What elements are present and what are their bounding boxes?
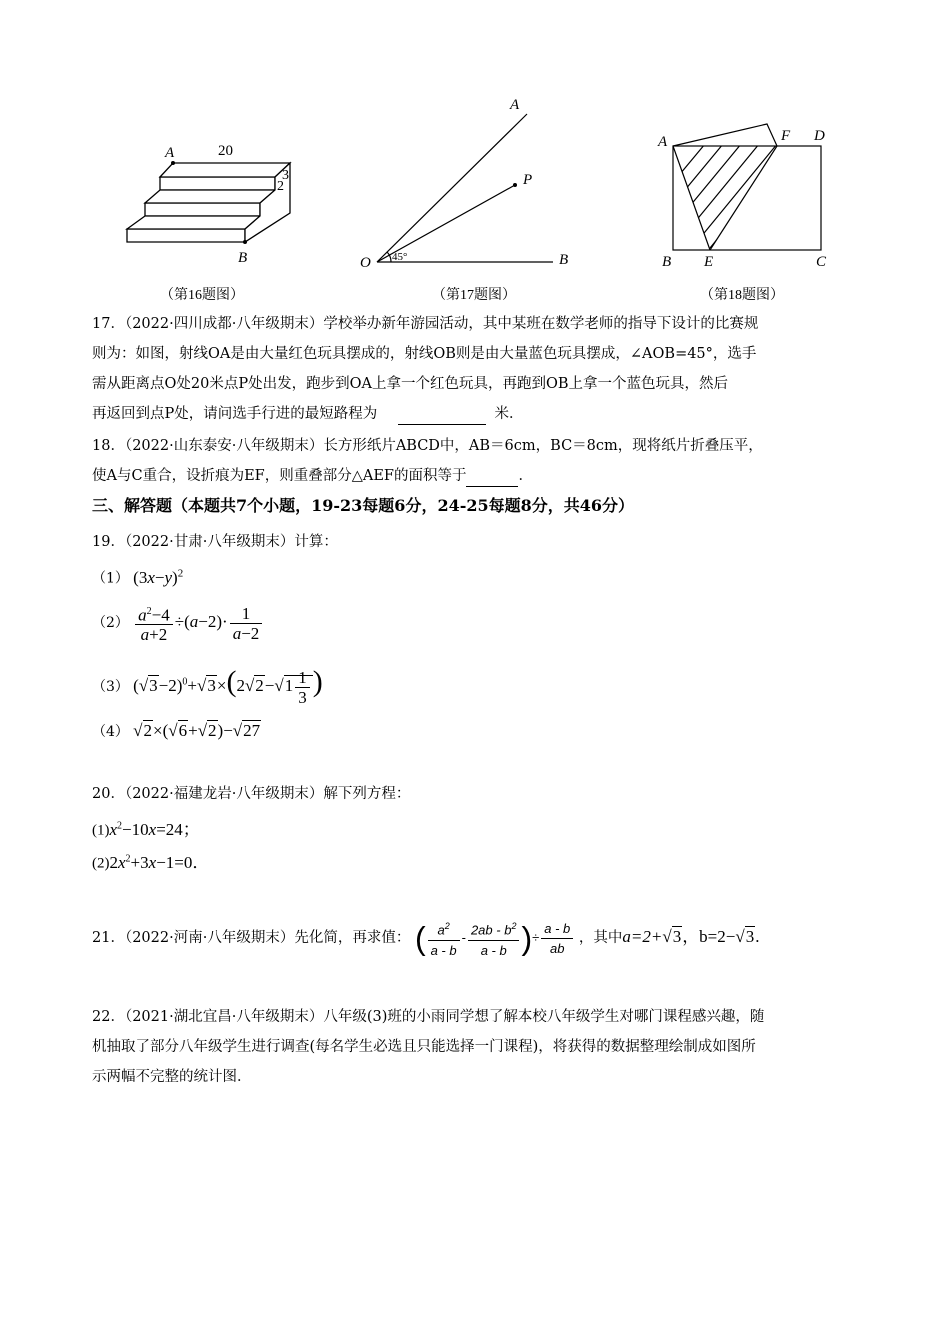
fig18-label-e: E	[704, 254, 714, 270]
fig17-label-p: P	[523, 172, 533, 188]
q21-intro: 21．（2022·河南·八年级期末）先化简，再求值：	[92, 930, 411, 946]
q21-cond-a-text: a=2+	[622, 927, 663, 946]
q22-line-1: 22．（2021·湖北宜昌·八年级期末）八年级(3)班的小雨同学想了解本校八年级学生对哪门课程感兴趣，随	[92, 1009, 765, 1025]
q18-line-1: 18．（2022·山东泰安·八年级期末）长方形纸片ABCD中，AB＝6cm，BC＝8cm，现将纸片折叠压平，	[92, 438, 763, 454]
fig18-label-d: D	[814, 128, 825, 144]
fig17-label-angle: 45°	[392, 251, 408, 263]
q19-part-4	[92, 721, 261, 742]
q19-p1-label: （1）	[92, 570, 129, 587]
q20-intro: 20．（2022·福建龙岩·八年级期末）解下列方程：	[92, 786, 411, 802]
q20-p1-expr: $x^2-10x=24$；	[109, 819, 200, 839]
q17-line-4-end: 米．	[494, 406, 524, 422]
q17-line-1: 17．（2022·四川成都·八年级期末）学校举办新年游园活动，其中某班在数学老师的指导下设计的比赛规	[92, 316, 759, 332]
q19-part-1	[92, 563, 183, 589]
fig16-label-b: B	[238, 250, 248, 266]
q20-p2-expr: $2x^2+3x-1=0$．	[109, 852, 210, 872]
q17-answer-blank[interactable]	[398, 404, 486, 425]
q22-line-2: 机抽取了部分八年级学生进行调查(每名学生必选且只能选择一门课程)，将获得的数据整理绘制成如图所	[92, 1039, 756, 1055]
fig17-caption: （第17题图）	[432, 288, 516, 303]
q21-expr: ( $\frac{a^2}{a - b}$ - $\frac{2ab - b^2}{a - b}$ )÷ $\frac{a - b}{ab}$	[415, 930, 579, 945]
q18-answer-blank[interactable]	[466, 466, 518, 487]
q20-p1-label: (1)	[92, 822, 110, 839]
fig17-label-a: A	[510, 97, 520, 113]
q19-p3-label: （3）	[92, 679, 129, 695]
q17-line-3: 需从距离点O处20米点P处出发，跑步到OA上拿一个红色玩具，再跑到OB上拿一个蓝色玩具，然后	[92, 376, 728, 392]
q19-part-3	[92, 657, 323, 707]
figure-17-angle	[355, 92, 585, 277]
q21	[92, 912, 759, 962]
q19-p1-expr: $(3x-y)^2$	[133, 567, 184, 587]
q19-p4-expr: √2×(√6+√2)−√27	[133, 721, 261, 740]
q20-p2-label: (2)	[92, 855, 110, 872]
q18-line-2-text: 使A与C重合，设折痕为EF，则重叠部分△AEF的面积等于	[92, 468, 467, 484]
fig16-label-top: 20	[218, 143, 233, 159]
q17-line-2: 则为：如图，射线OA是由大量红色玩具摆成的，射线OB则是由大量蓝色玩具摆成，∠AOB=45°，选手	[92, 346, 757, 362]
q19-p3-expr: $(√3-2)^0+√3\times(2√2-√1$ $\frac{1}{3}$ )	[133, 665, 323, 707]
fig16-label-h1: 2	[277, 179, 284, 194]
q20-part-2	[92, 849, 209, 874]
q17-line-4	[92, 404, 523, 425]
q19-p2-frac-2: $\frac{1}{a-2}$	[230, 604, 263, 643]
q19-p2-frac-1: $\frac{a^2-4}{a+2}$	[135, 602, 173, 645]
figure-18-rectangle	[650, 118, 840, 278]
q18-line-2	[92, 466, 533, 487]
fig16-label-a: A	[165, 145, 175, 161]
figure-16-staircase	[115, 135, 315, 270]
q22-line-3: 示两幅不完整的统计图．	[92, 1069, 252, 1085]
q17-line-4-text: 再返回到点P处，请问选手行进的最短路程为	[92, 406, 378, 422]
q21-where: ，其中	[578, 930, 623, 946]
q19-p4-label: （4）	[92, 724, 129, 740]
q21-cond-a: a=2+√3	[622, 927, 682, 946]
fig17-label-b: B	[559, 252, 569, 268]
fig18-caption: （第18题图）	[700, 288, 784, 303]
q21-cond-b-text: ，b=2−	[682, 927, 736, 946]
q21-cond-b: ，b=2−√3.	[682, 927, 760, 946]
q20-part-1	[92, 816, 200, 841]
fig16-label-h2: 3	[282, 168, 289, 183]
q19-intro: 19．（2022·甘肃·八年级期末）计算：	[92, 534, 338, 550]
fig16-caption: （第16题图）	[160, 288, 244, 303]
section-3-heading: 三、解答题（本题共7个小题，19-23每题6分，24-25每题8分，共46分）	[92, 496, 635, 515]
fig17-label-o: O	[360, 255, 371, 271]
q19-p2-label: （2）	[92, 615, 129, 631]
fig18-label-f: F	[781, 128, 791, 144]
q19-part-2: （2） $\frac{a^2-4}{a+2}$ ÷(a−2)· $\frac{1}{a-2}$	[92, 600, 264, 644]
q18-line-2-end: ．	[518, 468, 533, 484]
fig18-label-c: C	[816, 254, 827, 270]
fig18-label-a: A	[658, 134, 668, 150]
fig18-label-b: B	[662, 254, 672, 270]
